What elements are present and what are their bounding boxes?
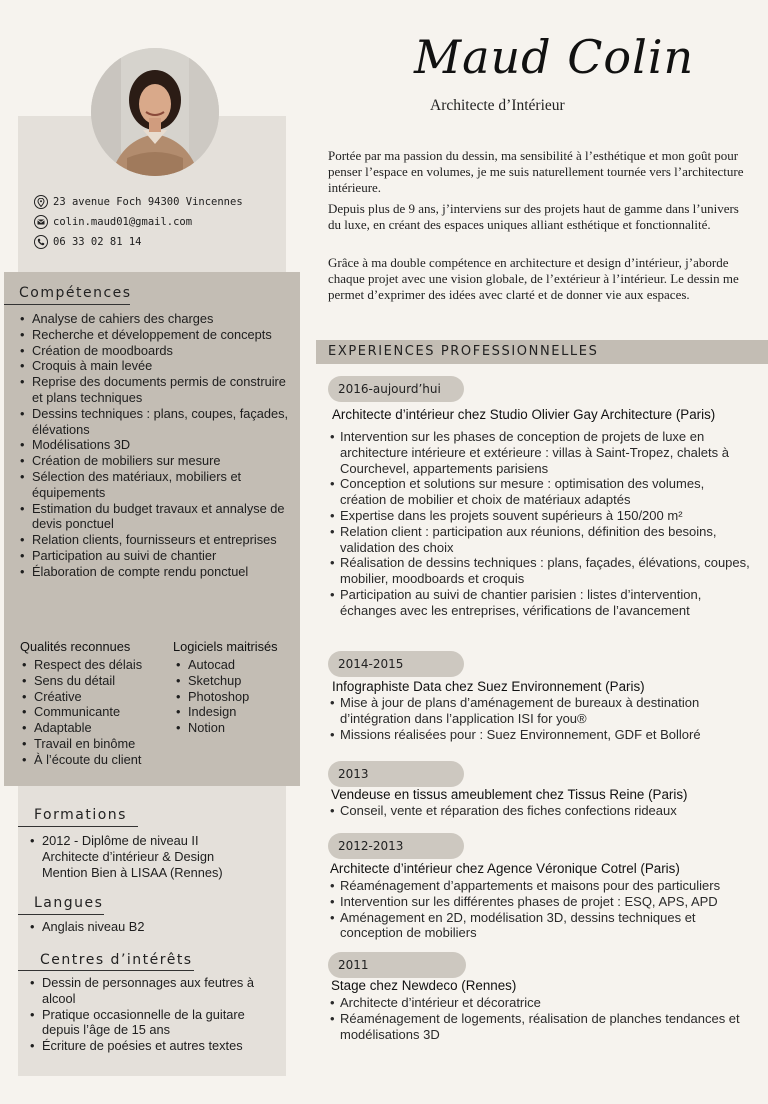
- list-item: • Participation au suivi de chantier parisien : listes d’intervention, échanges avec les entreprises, vérifications de l’avancement: [330, 587, 750, 619]
- list-item: • Relation client : participation aux réunions, définition des besoins, validation des choix: [330, 524, 750, 556]
- interests-title: Centres d’intérêts: [40, 952, 193, 968]
- job-title: Stage chez Newdeco (Rennes): [331, 978, 517, 993]
- period-badge: 2014-2015: [328, 651, 464, 677]
- job-title: Architecte d’intérieur chez Agence Véronique Cotrel (Paris): [330, 861, 680, 876]
- job-bullets: [330, 695, 750, 742]
- phone-icon: [34, 235, 48, 249]
- job-title: Infographiste Data chez Suez Environnement (Paris): [332, 679, 645, 694]
- list-item: • Croquis à main levée: [20, 358, 292, 374]
- intro-paragraph: Depuis plus de 9 ans, j’interviens sur des projets haut de gamme dans l’univers du luxe, en créant des espaces uniques alliant esthétique et fonctionnalité.: [328, 201, 739, 232]
- address-text: 23 avenue Foch 94300 Vincennes: [53, 196, 243, 208]
- email-row[interactable]: [34, 212, 243, 232]
- list-item: • Création de mobiliers sur mesure: [20, 453, 292, 469]
- list-item: • Travail en binôme: [22, 736, 170, 752]
- location-pin-icon: [34, 195, 48, 209]
- list-item: • Conception et solutions sur mesure : optimisation des volumes, création de mobilier et choix de matériaux adaptés: [330, 476, 750, 508]
- period-badge: 2011: [328, 952, 466, 978]
- period-badge: 2013: [328, 761, 464, 787]
- list-item: • Élaboration de compte rendu ponctuel: [20, 564, 292, 580]
- email-link[interactable]: colin.maud01@gmail.com: [53, 216, 193, 228]
- list-item: • Conseil, vente et réparation des fiches confections rideaux: [330, 803, 750, 819]
- envelope-icon: [34, 215, 48, 229]
- list-item: • Réalisation de dessins techniques : plans, façades, élévations, coupes, mobilier, moodboards et croquis: [330, 555, 750, 587]
- list-item: • Communicante: [22, 704, 170, 720]
- list-item: • À l’écoute du client: [22, 752, 170, 768]
- list-item: • Reprise des documents permis de construire et plans techniques: [20, 374, 292, 406]
- list-item: • Sens du détail: [22, 673, 170, 689]
- languages-title-rule: [18, 914, 104, 915]
- list-item: • Dessin de personnages aux feutres à alcool: [30, 975, 266, 1007]
- software-list: [176, 657, 292, 736]
- qualities-title: Qualités reconnues: [20, 639, 131, 654]
- list-item: • Participation au suivi de chantier: [20, 548, 292, 564]
- software-title: Logiciels maitrisés: [173, 639, 278, 654]
- education-list: [30, 833, 240, 880]
- job-title: Architecte d’intérieur chez Studio Olivier Gay Architecture (Paris): [332, 407, 716, 422]
- list-item: • Recherche et développement de concepts: [20, 327, 292, 343]
- list-item: • Autocad: [176, 657, 292, 673]
- education-title-rule: [18, 826, 138, 827]
- list-item: • Analyse de cahiers des charges: [20, 311, 292, 327]
- list-item: • Créative: [22, 689, 170, 705]
- list-item: • Modélisations 3D: [20, 437, 292, 453]
- list-item: • Intervention sur les différentes phases de projet : ESQ, APS, APD: [330, 894, 754, 910]
- list-item: • Relation clients, fournisseurs et entreprises: [20, 532, 292, 548]
- list-item: • Pratique occasionnelle de la guitare depuis l’âge de 15 ans: [30, 1007, 266, 1039]
- list-item: • Réaménagement d’appartements et maisons pour des particuliers: [330, 878, 754, 894]
- list-item: • Anglais niveau B2: [30, 919, 270, 935]
- job-title: Architecte d’Intérieur: [430, 97, 565, 114]
- qualities-list: [22, 657, 170, 768]
- period-badge: 2016-aujourd’hui: [328, 376, 464, 402]
- list-item: • Adaptable: [22, 720, 170, 736]
- list-item: • Respect des délais: [22, 657, 170, 673]
- languages-list: [30, 919, 270, 935]
- experience-title: EXPERIENCES PROFESSIONNELLES: [328, 344, 599, 359]
- list-item: • Notion: [176, 720, 292, 736]
- interests-list: [30, 975, 266, 1054]
- skills-title-rule: [4, 304, 130, 305]
- skills-title: Compétences: [19, 285, 132, 301]
- job-bullets: [330, 429, 750, 619]
- phone-row[interactable]: [34, 232, 243, 252]
- job-bullets: [330, 995, 760, 1042]
- period-badge: 2012-2013: [328, 833, 464, 859]
- address-row: [34, 192, 243, 212]
- list-item: • Missions réalisées pour : Suez Environnement, GDF et Bolloré: [330, 727, 750, 743]
- list-item: • Architecte d’intérieur et décoratrice: [330, 995, 760, 1011]
- list-item: • Intervention sur les phases de conception de projets de luxe en architecture intérieure et extérieure : villas à Saint-Tropez, chalets à Courchevel, appartements parisiens: [330, 429, 750, 476]
- list-item: • Réaménagement de logements, réalisation de planches tendances et modélisations 3D: [330, 1011, 760, 1043]
- education-title: Formations: [34, 807, 127, 823]
- job-bullets: [330, 878, 754, 941]
- list-item: • Création de moodboards: [20, 343, 292, 359]
- list-item: • Estimation du budget travaux et annalyse de devis ponctuel: [20, 501, 292, 533]
- list-item: • Aménagement en 2D, modélisation 3D, dessins techniques et conception de mobiliers: [330, 910, 754, 942]
- list-item: • Expertise dans les projets souvent supérieurs à 150/200 m²: [330, 508, 750, 524]
- languages-title: Langues: [34, 895, 104, 911]
- list-item: • Écriture de poésies et autres textes: [30, 1038, 266, 1054]
- intro-paragraph: Grâce à ma double compétence en architecture et design d’intérieur, j’aborde chaque projet avec une vision globale, de l’extérieur à l’intérieur. Le dessin me permet d’exprimer des idées avec clarté et de donner vie aux espaces.: [328, 255, 739, 302]
- list-item: • Photoshop: [176, 689, 292, 705]
- list-item: • Dessins techniques : plans, coupes, façades, élévations: [20, 406, 292, 438]
- intro-paragraph: Portée par ma passion du dessin, ma sensibilité à l’esthétique et mon goût pour penser l’espace en volumes, je me suis naturellement tournée vers l’architecture intérieure.: [328, 148, 744, 195]
- job-bullets: [330, 803, 750, 819]
- contact-info: [34, 192, 243, 252]
- list-item: • Indesign: [176, 704, 292, 720]
- skills-list: [20, 311, 292, 580]
- phone-text[interactable]: 06 33 02 81 14: [53, 236, 142, 248]
- list-item: • 2012 - Diplôme de niveau II Architecte d’intérieur & Design Mention Bien à LISAA (Rennes): [30, 833, 240, 880]
- interests-title-rule: [18, 970, 194, 971]
- list-item: • Sketchup: [176, 673, 292, 689]
- job-title: Vendeuse en tissus ameublement chez Tissus Reine (Paris): [331, 787, 688, 802]
- profile-photo: [91, 48, 219, 176]
- name-signature: Maud Colin: [414, 30, 695, 84]
- list-item: • Sélection des matériaux, mobiliers et équipements: [20, 469, 292, 501]
- list-item: • Mise à jour de plans d’aménagement de bureaux à destination d’intégration dans l’application ISI for you®: [330, 695, 750, 727]
